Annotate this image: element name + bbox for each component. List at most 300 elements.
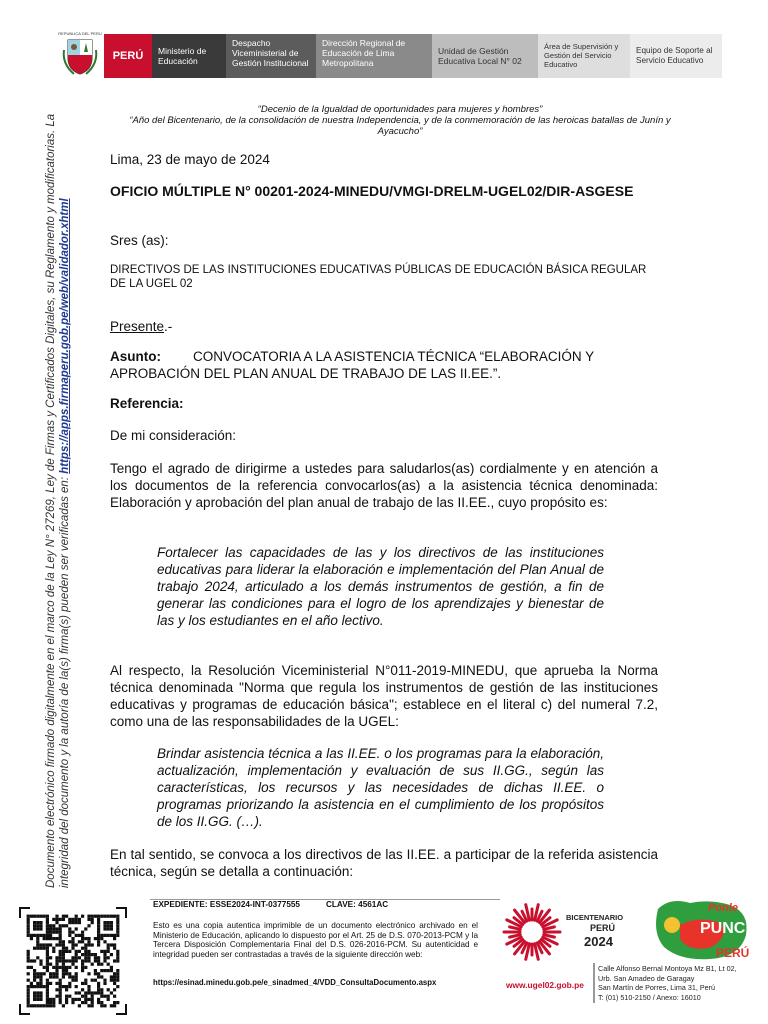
qr-module bbox=[97, 918, 100, 921]
clave: CLAVE: 4561AC bbox=[326, 900, 389, 909]
qr-module bbox=[46, 934, 49, 937]
qr-module bbox=[110, 934, 113, 937]
qr-module bbox=[39, 1004, 42, 1007]
qr-module bbox=[94, 953, 97, 956]
qr-module bbox=[36, 924, 39, 927]
qr-module bbox=[59, 931, 62, 934]
qr-module bbox=[81, 966, 84, 969]
qr-module bbox=[49, 934, 52, 937]
qr-module bbox=[65, 959, 68, 962]
header-despacho bbox=[226, 34, 316, 78]
qr-module bbox=[87, 985, 90, 988]
qr-module bbox=[33, 998, 36, 1001]
qr-module bbox=[52, 975, 55, 978]
qr-module bbox=[68, 921, 71, 924]
qr-module bbox=[84, 991, 87, 994]
qr-module bbox=[107, 998, 110, 1001]
qr-module bbox=[27, 956, 30, 959]
qr-module bbox=[46, 969, 49, 972]
qr-module bbox=[103, 959, 106, 962]
presente-line bbox=[110, 318, 658, 335]
qr-module bbox=[49, 972, 52, 975]
qr-module bbox=[81, 931, 84, 934]
qr-module bbox=[46, 937, 49, 940]
qr-module bbox=[49, 943, 52, 946]
qr-module bbox=[78, 956, 81, 959]
qr-module bbox=[30, 915, 33, 918]
qr-module bbox=[27, 931, 30, 934]
qr-module bbox=[59, 918, 62, 921]
qr-module bbox=[59, 940, 62, 943]
presente-suffix: .- bbox=[164, 319, 173, 334]
qr-module bbox=[84, 943, 87, 946]
qr-module bbox=[46, 991, 49, 994]
qr-module bbox=[68, 972, 71, 975]
qr-module bbox=[75, 972, 78, 975]
qr-module bbox=[39, 927, 42, 930]
qr-module bbox=[43, 937, 46, 940]
qr-module bbox=[59, 937, 62, 940]
qr-module bbox=[116, 921, 119, 924]
qr-module bbox=[55, 956, 58, 959]
paragraph-3: En tal sentido, se convoca a los directivos de las II.EE. a participar de la referida asistencia técnica, según se detalla a continuación: bbox=[110, 847, 658, 879]
qr-module bbox=[39, 959, 42, 962]
qr-module bbox=[49, 956, 52, 959]
qr-module bbox=[68, 940, 71, 943]
qr-module bbox=[103, 982, 106, 985]
qr-module bbox=[46, 950, 49, 953]
qr-module bbox=[52, 931, 55, 934]
svg-text:REPUBLICA DEL PERU: REPUBLICA DEL PERU bbox=[58, 31, 102, 36]
qr-module bbox=[62, 924, 65, 927]
oficio-number: OFICIO MÚLTIPLE N° 00201-2024-MINEDU/VMGI-DRELM-UGEL02/DIR-ASGESE bbox=[110, 183, 634, 199]
qr-module bbox=[107, 943, 110, 946]
qr-module bbox=[55, 988, 58, 991]
qr-module bbox=[81, 947, 84, 950]
qr-module bbox=[107, 956, 110, 959]
referencia-label: Referencia: bbox=[110, 396, 184, 411]
qr-module bbox=[62, 959, 65, 962]
qr-module bbox=[107, 927, 110, 930]
qr-module bbox=[75, 950, 78, 953]
qr-module bbox=[39, 979, 42, 982]
qr-module bbox=[39, 963, 42, 966]
qr-module bbox=[116, 918, 119, 921]
qr-module bbox=[27, 991, 30, 994]
qr-module bbox=[65, 966, 68, 969]
qr-module bbox=[49, 1001, 52, 1004]
qr-module bbox=[113, 937, 116, 940]
qr-module bbox=[49, 963, 52, 966]
qr-module bbox=[113, 988, 116, 991]
qr-module bbox=[91, 943, 94, 946]
qr-module bbox=[97, 934, 100, 937]
qr-module bbox=[100, 988, 103, 991]
qr-module bbox=[36, 921, 39, 924]
qr-module bbox=[46, 927, 49, 930]
qr-module bbox=[36, 937, 39, 940]
qr-module bbox=[68, 966, 71, 969]
qr-module bbox=[33, 947, 36, 950]
qr-module bbox=[103, 969, 106, 972]
qr-module bbox=[59, 995, 62, 998]
qr-module bbox=[55, 995, 58, 998]
qr-module bbox=[91, 963, 94, 966]
qr-module bbox=[27, 918, 30, 921]
qr-module bbox=[116, 956, 119, 959]
qr-module bbox=[81, 1001, 84, 1004]
svg-text:PERÚ: PERÚ bbox=[716, 946, 750, 960]
qr-module bbox=[84, 927, 87, 930]
qr-module bbox=[55, 972, 58, 975]
qr-module bbox=[65, 1001, 68, 1004]
qr-module bbox=[55, 943, 58, 946]
qr-module bbox=[65, 988, 68, 991]
header-peru-badge bbox=[104, 34, 152, 78]
qr-module bbox=[33, 927, 36, 930]
qr-module bbox=[97, 975, 100, 978]
qr-module bbox=[33, 921, 36, 924]
qr-module bbox=[91, 979, 94, 982]
qr-module bbox=[97, 972, 100, 975]
qr-module bbox=[75, 915, 78, 918]
qr-module bbox=[55, 982, 58, 985]
ugel-website-link[interactable]: www.ugel02.gob.pe bbox=[506, 980, 584, 990]
qr-module bbox=[103, 956, 106, 959]
letter-date: Lima, 23 de mayo de 2024 bbox=[110, 152, 270, 167]
qr-module bbox=[91, 995, 94, 998]
qr-module bbox=[91, 921, 94, 924]
qr-module bbox=[84, 956, 87, 959]
qr-module bbox=[110, 966, 113, 969]
qr-module bbox=[75, 979, 78, 982]
qr-module bbox=[39, 921, 42, 924]
qr-module bbox=[110, 915, 113, 918]
header-equipo bbox=[630, 34, 722, 78]
qr-code-icon bbox=[18, 906, 128, 1016]
qr-module bbox=[94, 969, 97, 972]
qr-module bbox=[113, 995, 116, 998]
qr-module bbox=[55, 918, 58, 921]
qr-module bbox=[113, 947, 116, 950]
qr-module bbox=[36, 1004, 39, 1007]
qr-module bbox=[36, 995, 39, 998]
qr-module bbox=[68, 982, 71, 985]
qr-module bbox=[84, 950, 87, 953]
qr-module bbox=[46, 1004, 49, 1007]
qr-module bbox=[81, 940, 84, 943]
qr-module bbox=[46, 966, 49, 969]
qr-module bbox=[78, 918, 81, 921]
qr-module bbox=[39, 995, 42, 998]
qr-module bbox=[97, 937, 100, 940]
qr-module bbox=[46, 982, 49, 985]
presente-word: Presente bbox=[110, 319, 165, 334]
bicentenario-label: BICENTENARIO bbox=[566, 913, 624, 922]
qr-module bbox=[78, 1004, 81, 1007]
header-ministerio bbox=[152, 34, 226, 78]
qr-module bbox=[55, 915, 58, 918]
qr-module bbox=[103, 940, 106, 943]
qr-module bbox=[68, 959, 71, 962]
address-line-1: Calle Alfonso Bernal Montoya Mz B1, Lt 02, bbox=[598, 964, 737, 973]
qr-module bbox=[81, 915, 84, 918]
qr-module bbox=[81, 953, 84, 956]
qr-module bbox=[103, 924, 106, 927]
qr-module bbox=[59, 991, 62, 994]
qr-module bbox=[55, 959, 58, 962]
qr-module bbox=[65, 924, 68, 927]
qr-module bbox=[27, 915, 30, 918]
qr-module bbox=[113, 934, 116, 937]
qr-module bbox=[46, 998, 49, 1001]
qr-module bbox=[75, 943, 78, 946]
qr-module bbox=[59, 953, 62, 956]
qr-module bbox=[62, 972, 65, 975]
qr-module bbox=[46, 931, 49, 934]
qr-module bbox=[97, 991, 100, 994]
address-divider bbox=[593, 963, 595, 1003]
qr-module bbox=[103, 921, 106, 924]
qr-module bbox=[78, 998, 81, 1001]
qr-module bbox=[36, 972, 39, 975]
qr-module bbox=[43, 947, 46, 950]
header-direccion-regional bbox=[316, 34, 432, 78]
qr-module bbox=[43, 915, 46, 918]
address-block bbox=[598, 964, 737, 1002]
qr-module bbox=[62, 956, 65, 959]
qr-module bbox=[39, 985, 42, 988]
validator-link[interactable]: https://apps.firmaperu.gob.pe/web/validador.xhtml bbox=[59, 198, 71, 474]
qr-module bbox=[27, 966, 30, 969]
quote-1: Fortalecer las capacidades de las y los directivos de las instituciones educativas para liderar la elaboración e implementación del Plan Anual de trabajo 2024, articulado a los demás instrumentos de gestión, a fin de generar las condiciones para el logro de los aprendizajes y bienestar de las y los estudiantes en el año lectivo. bbox=[157, 545, 604, 628]
qr-module bbox=[75, 927, 78, 930]
qr-module bbox=[39, 998, 42, 1001]
qr-module bbox=[113, 915, 116, 918]
qr-module bbox=[75, 953, 78, 956]
decenio-line-2: “Año del Bicentenario, de la consolidación de nuestra Independencia, y de la conmemoración de las heroicas batallas de Junín y Ayacucho” bbox=[129, 115, 671, 137]
qr-module bbox=[75, 959, 78, 962]
bicentenario-sun-icon bbox=[500, 900, 564, 964]
bicentenario-year: 2024 bbox=[584, 934, 613, 949]
qr-module bbox=[39, 915, 42, 918]
qr-module bbox=[75, 921, 78, 924]
qr-module bbox=[87, 918, 90, 921]
qr-module bbox=[113, 975, 116, 978]
qr-module bbox=[87, 956, 90, 959]
qr-module bbox=[110, 969, 113, 972]
qr-module bbox=[84, 995, 87, 998]
qr-module bbox=[52, 950, 55, 953]
qr-module bbox=[91, 953, 94, 956]
digital-signature-note bbox=[44, 88, 72, 888]
qr-module bbox=[27, 972, 30, 975]
qr-module bbox=[27, 1004, 30, 1007]
qr-module bbox=[110, 975, 113, 978]
qr-module bbox=[87, 998, 90, 1001]
qr-module bbox=[110, 927, 113, 930]
qr-module bbox=[113, 979, 116, 982]
qr-module bbox=[52, 972, 55, 975]
qr-module bbox=[100, 1004, 103, 1007]
qr-module bbox=[116, 1001, 119, 1004]
qr-module bbox=[36, 927, 39, 930]
qr-module bbox=[59, 956, 62, 959]
qr-module bbox=[59, 982, 62, 985]
qr-module bbox=[107, 950, 110, 953]
qr-module bbox=[71, 979, 74, 982]
qr-module bbox=[46, 947, 49, 950]
qr-module bbox=[62, 966, 65, 969]
qr-module bbox=[71, 963, 74, 966]
qr-module bbox=[27, 934, 30, 937]
qr-module bbox=[107, 921, 110, 924]
qr-module bbox=[75, 966, 78, 969]
qr-module bbox=[33, 969, 36, 972]
paragraph-2: Al respecto, la Resolución Viceministerial N°011-2019-MINEDU, que aprueba la Norma técnica denominada "Norma que regula los instrumentos de gestión de las instituciones educativas y programas de educación básica"; establece en el literal c) del numeral 7.2, como una de las responsabilidades de la UGEL: bbox=[110, 663, 658, 729]
qr-module bbox=[27, 927, 30, 930]
qr-module bbox=[27, 953, 30, 956]
qr-module bbox=[71, 937, 74, 940]
qr-module bbox=[55, 969, 58, 972]
qr-module bbox=[94, 991, 97, 994]
qr-module bbox=[103, 934, 106, 937]
qr-module bbox=[100, 934, 103, 937]
qr-module bbox=[27, 979, 30, 982]
bicentenario-peru: PERÚ bbox=[590, 923, 616, 933]
qr-module bbox=[97, 943, 100, 946]
qr-module bbox=[107, 969, 110, 972]
qr-module bbox=[65, 947, 68, 950]
qr-module bbox=[46, 921, 49, 924]
qr-module bbox=[97, 915, 100, 918]
qr-module bbox=[65, 915, 68, 918]
verification-url[interactable]: https://esinad.minedu.gob.pe/e_sinadmed_4/VDD_ConsultaDocumento.aspx bbox=[153, 978, 437, 987]
asunto-label: Asunto: bbox=[110, 349, 161, 364]
qr-module bbox=[100, 937, 103, 940]
qr-module bbox=[103, 915, 106, 918]
qr-module bbox=[49, 1004, 52, 1007]
qr-module bbox=[103, 953, 106, 956]
qr-module bbox=[75, 975, 78, 978]
qr-module bbox=[62, 969, 65, 972]
qr-module bbox=[59, 966, 62, 969]
qr-module bbox=[113, 982, 116, 985]
recipients: DIRECTIVOS DE LAS INSTITUCIONES EDUCATIVAS PÚBLICAS DE EDUCACIÓN BÁSICA REGULAR DE LA UGEL 02 bbox=[110, 264, 647, 290]
qr-module bbox=[100, 950, 103, 953]
qr-module bbox=[110, 979, 113, 982]
qr-module bbox=[65, 985, 68, 988]
header-ugel bbox=[432, 34, 538, 78]
qr-module bbox=[27, 988, 30, 991]
qr-module bbox=[39, 982, 42, 985]
ponle-punche-peru-logo bbox=[650, 895, 768, 963]
qr-module bbox=[116, 927, 119, 930]
qr-module bbox=[78, 991, 81, 994]
qr-module bbox=[59, 934, 62, 937]
qr-module bbox=[116, 931, 119, 934]
qr-module bbox=[116, 979, 119, 982]
qr-module bbox=[46, 943, 49, 946]
qr-module bbox=[110, 921, 113, 924]
qr-module bbox=[52, 998, 55, 1001]
qr-module bbox=[68, 985, 71, 988]
qr-module bbox=[110, 924, 113, 927]
qr-module bbox=[107, 963, 110, 966]
qr-module bbox=[62, 918, 65, 921]
qr-module bbox=[36, 915, 39, 918]
qr-module bbox=[33, 975, 36, 978]
qr-module bbox=[81, 982, 84, 985]
qr-module bbox=[81, 959, 84, 962]
qr-module bbox=[78, 934, 81, 937]
qr-module bbox=[84, 979, 87, 982]
qr-module bbox=[33, 934, 36, 937]
qr-module bbox=[27, 985, 30, 988]
qr-module bbox=[84, 982, 87, 985]
qr-module bbox=[87, 1004, 90, 1007]
qr-module bbox=[39, 924, 42, 927]
qr-module bbox=[59, 979, 62, 982]
qr-module bbox=[71, 956, 74, 959]
qr-module bbox=[59, 959, 62, 962]
qr-module bbox=[43, 943, 46, 946]
header-area bbox=[538, 34, 630, 78]
qr-module bbox=[59, 988, 62, 991]
qr-module bbox=[71, 959, 74, 962]
qr-module bbox=[46, 953, 49, 956]
expediente-number: EXPEDIENTE: ESSE2024-INT-0377555 bbox=[153, 900, 300, 909]
asunto-line bbox=[110, 348, 658, 382]
qr-module bbox=[94, 915, 97, 918]
qr-module bbox=[43, 934, 46, 937]
qr-module bbox=[55, 921, 58, 924]
qr-module bbox=[94, 956, 97, 959]
qr-module bbox=[52, 927, 55, 930]
qr-module bbox=[36, 985, 39, 988]
qr-module bbox=[110, 991, 113, 994]
qr-module bbox=[94, 959, 97, 962]
qr-module bbox=[55, 927, 58, 930]
qr-module bbox=[116, 969, 119, 972]
qr-module bbox=[49, 931, 52, 934]
qr-module bbox=[46, 956, 49, 959]
header-direccion-label: Dirección Regional de Educación de Lima Metropolitana bbox=[322, 38, 406, 68]
qr-module bbox=[87, 940, 90, 943]
qr-module bbox=[84, 947, 87, 950]
qr-module bbox=[39, 972, 42, 975]
qr-module bbox=[33, 991, 36, 994]
qr-module bbox=[46, 1001, 49, 1004]
qr-module bbox=[97, 1001, 100, 1004]
qr-module bbox=[78, 950, 81, 953]
qr-module bbox=[116, 924, 119, 927]
header-area-label: Área de Supervisión y Gestión del Servicio Educativo bbox=[544, 42, 619, 69]
header-peru-label: PERÚ bbox=[112, 50, 144, 62]
qr-module bbox=[87, 915, 90, 918]
qr-module bbox=[30, 959, 33, 962]
qr-module bbox=[62, 963, 65, 966]
qr-module bbox=[59, 927, 62, 930]
peru-coat-of-arms-icon bbox=[58, 30, 102, 78]
qr-module bbox=[43, 972, 46, 975]
qr-module bbox=[27, 959, 30, 962]
qr-module bbox=[71, 918, 74, 921]
qr-module bbox=[84, 1001, 87, 1004]
qr-module bbox=[116, 959, 119, 962]
qr-module bbox=[65, 972, 68, 975]
qr-module bbox=[71, 943, 74, 946]
